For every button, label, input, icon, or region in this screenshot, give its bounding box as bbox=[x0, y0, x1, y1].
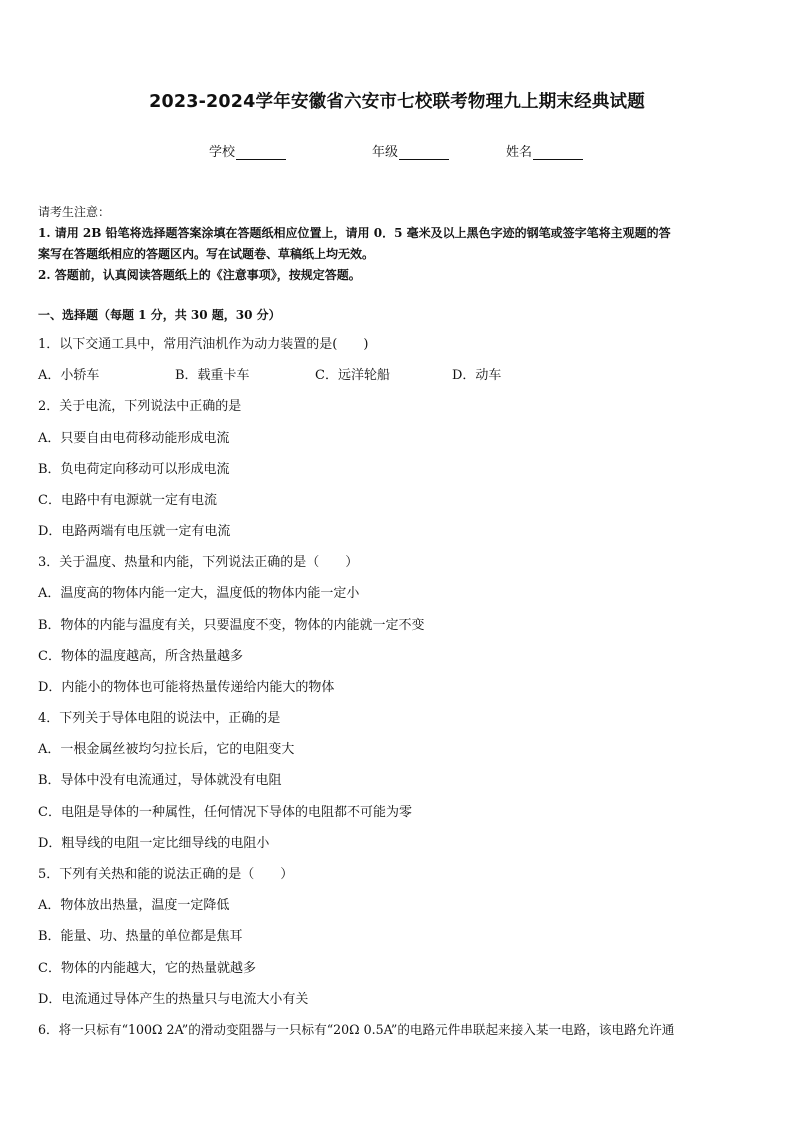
notice-item-1-line-1: 1. 请用 2B 铅笔将选择题答案涂填在答题纸相应位置上，请用 0．5 毫米及以上黑色字迹的钢笔或签字笔将主观题的答 bbox=[38, 226, 671, 240]
grade-label: 年级 bbox=[372, 145, 399, 160]
question-2-option-b: B．负电荷定向移动可以形成电流 bbox=[38, 462, 230, 477]
question-5-option-a: A．物体放出热量，温度一定降低 bbox=[38, 898, 230, 913]
question-2-option-c: C．电路中有电源就一定有电流 bbox=[38, 493, 217, 508]
exam-title: 2023-2024学年安徽省六安市七校联考物理九上期末经典试题 bbox=[149, 92, 645, 112]
question-3-option-c: C．物体的温度越高，所含热量越多 bbox=[38, 649, 243, 664]
question-5-option-d: D．电流通过导体产生的热量只与电流大小有关 bbox=[38, 992, 309, 1007]
question-3-option-b: B．物体的内能与温度有关，只要温度不变，物体的内能就一定不变 bbox=[38, 618, 425, 633]
question-4-stem: 4．下列关于导体电阻的说法中，正确的是 bbox=[38, 711, 281, 726]
school-blank bbox=[236, 145, 286, 160]
question-3-option-d: D．内能小的物体也可能将热量传递给内能大的物体 bbox=[38, 680, 335, 695]
question-1-stem: 1．以下交通工具中，常用汽油机作为动力装置的是( ) bbox=[38, 337, 369, 352]
name-field bbox=[506, 141, 583, 160]
question-1-option-c: C．远洋轮船 bbox=[315, 368, 390, 383]
question-3-stem: 3．关于温度、热量和内能，下列说法正确的是（ ） bbox=[38, 555, 359, 570]
question-2-stem: 2．关于电流，下列说法中正确的是 bbox=[38, 399, 242, 414]
question-5-option-c: C．物体的内能越大，它的热量就越多 bbox=[38, 961, 256, 976]
question-4-option-b: B．导体中没有电流通过，导体就没有电阻 bbox=[38, 773, 282, 788]
question-4-option-a: A．一根金属丝被均匀拉长后，它的电阻变大 bbox=[38, 742, 295, 757]
notice-heading: 请考生注意： bbox=[38, 205, 111, 219]
question-2-option-d: D．电路两端有电压就一定有电流 bbox=[38, 524, 231, 539]
grade-field bbox=[372, 141, 449, 160]
question-4-option-c: C．电阻是导体的一种属性，任何情况下导体的电阻都不可能为零 bbox=[38, 805, 412, 820]
question-2-option-a: A．只要自由电荷移动能形成电流 bbox=[38, 431, 230, 446]
notice-item-2: 2. 答题前，认真阅读答题纸上的《注意事项》，按规定答题。 bbox=[38, 268, 361, 282]
section-heading: 一、选择题（每题 1 分，共 30 题，30 分） bbox=[38, 308, 281, 322]
question-4-option-d: D．粗导线的电阻一定比细导线的电阻小 bbox=[38, 836, 270, 851]
grade-blank bbox=[399, 145, 449, 160]
name-label: 姓名 bbox=[506, 145, 533, 160]
question-1-option-b: B．载重卡车 bbox=[175, 368, 250, 383]
question-6-stem: 6．将一只标有“100Ω 2A”的滑动变阻器与一只标有“20Ω 0.5A”的电路元件串联起来接入某一电路，该电路允许通 bbox=[38, 1022, 675, 1037]
name-blank bbox=[533, 145, 583, 160]
school-label: 学校 bbox=[209, 145, 236, 160]
question-3-option-a: A．温度高的物体内能一定大，温度低的物体内能一定小 bbox=[38, 586, 360, 601]
school-field bbox=[209, 141, 286, 160]
question-5-option-b: B．能量、功、热量的单位都是焦耳 bbox=[38, 929, 243, 944]
question-5-stem: 5．下列有关热和能的说法正确的是（ ） bbox=[38, 867, 294, 882]
question-1-option-a: A．小轿车 bbox=[38, 368, 100, 383]
notice-item-1-line-2: 案写在答题纸相应的答题区内。写在试题卷、草稿纸上均无效。 bbox=[38, 247, 375, 261]
question-1-option-d: D．动车 bbox=[452, 368, 502, 383]
